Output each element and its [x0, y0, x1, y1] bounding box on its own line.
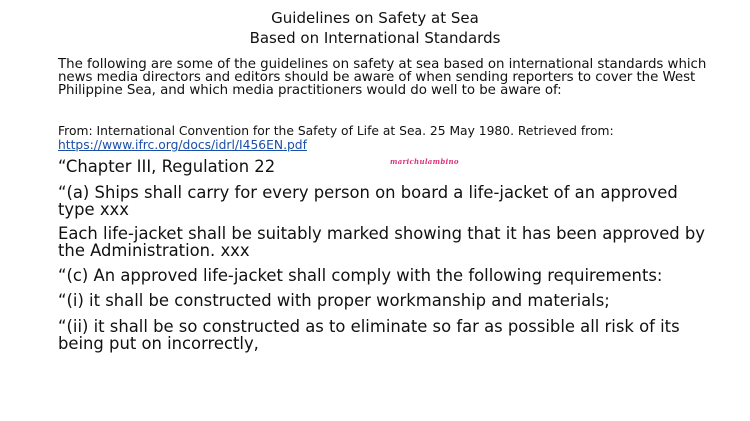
regulation-clause-i: “(i) it shall be constructed with proper workmanship and materials;: [58, 291, 610, 310]
watermark-signature: marichulambino: [390, 157, 459, 166]
source-text: From: International Convention for the Safety of Life at Sea. 25 May 1980. Retrieved from:: [58, 124, 614, 138]
regulation-heading: “Chapter III, Regulation 22: [58, 157, 276, 176]
regulation-clause-c: “(c) An approved life-jacket shall comply with the following requirements:: [58, 266, 663, 285]
source-link[interactable]: https://www.ifrc.org/docs/idrl/I456EN.pdf: [58, 138, 307, 152]
title-line-2: Based on International Standards: [249, 29, 501, 47]
source-citation: [58, 124, 698, 152]
regulation-clause-a: “(a) Ships shall carry for every person on board a life-jacket of an approved type xxx: [58, 183, 678, 219]
title-line-1: Guidelines on Safety at Sea: [271, 9, 479, 27]
regulation-clause-ii: “(ii) it shall be so constructed as to eliminate so far as possible all risk of its being put on incorrectly,: [58, 317, 680, 353]
regulation-marking: Each life-jacket shall be suitably marked showing that it has been approved by the Administration. xxx: [58, 224, 706, 260]
intro-paragraph: The following are some of the guidelines on safety at sea based on international standards which news media directors and editors should be aware of when sending reporters to cover the West Philippine Sea, and which media practitioners would do well to be aware of:: [58, 57, 707, 98]
